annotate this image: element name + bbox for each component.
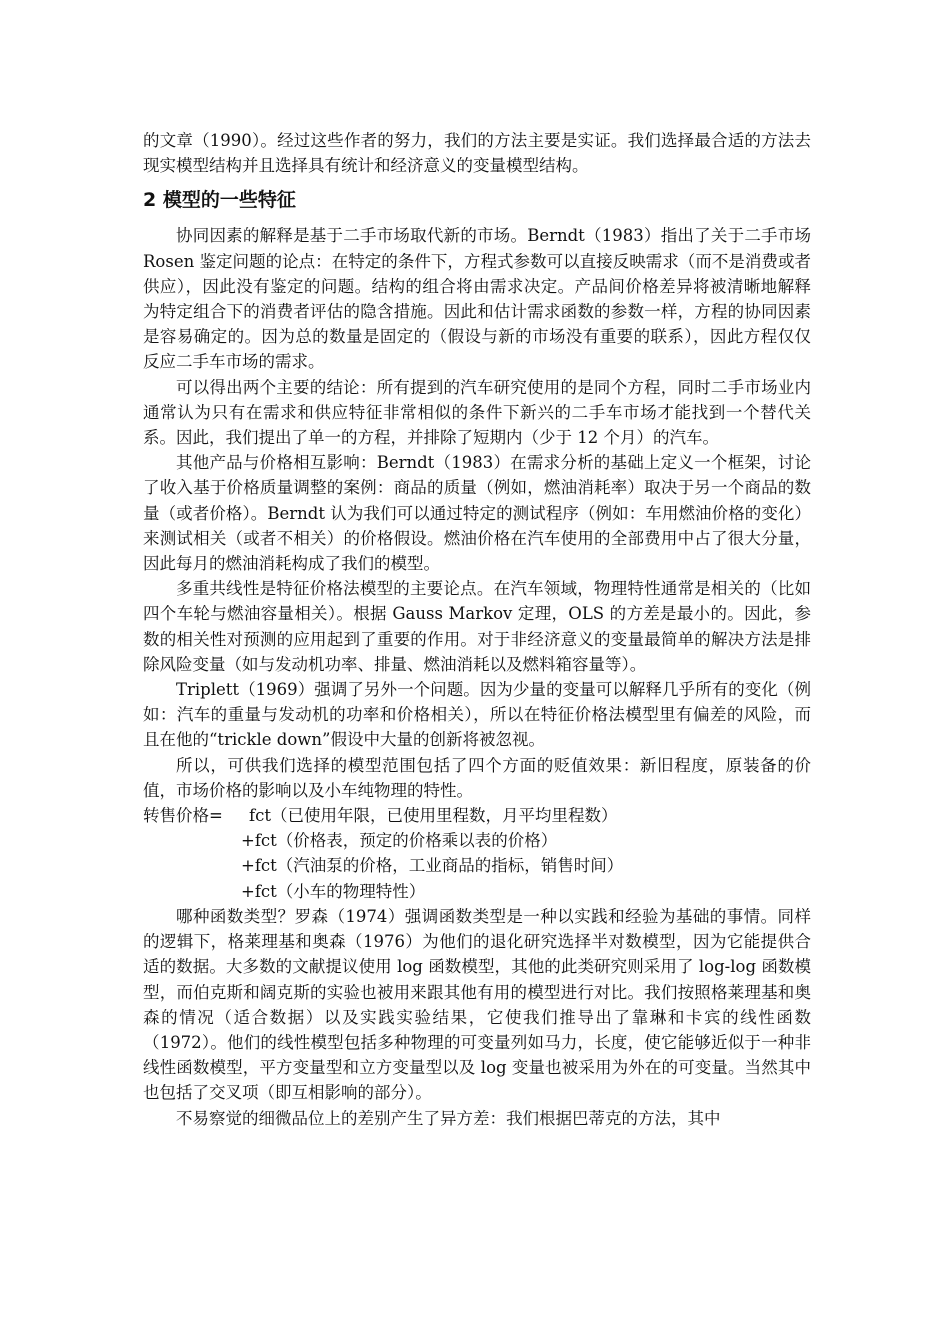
resale-price-formula — [143, 803, 811, 904]
formula-first-line — [143, 803, 811, 828]
formula-lhs: 转售价格= — [143, 806, 223, 826]
formula-line — [143, 879, 811, 904]
section-heading: 2 模型的一些特征 — [143, 189, 296, 212]
formula-term: fct（已使用年限，已使用里程数，月平均里程数） — [249, 806, 618, 826]
paragraph-conclusions: 可以得出两个主要的结论：所有提到的汽车研究使用的是同个方程，同时二手市场业内通常认为只有在需求和供应特征非常相似的条件下新兴的二手车市场才能找到一个替代关系。因此，我们提出了单一的方程，并排除了短期内（少于 12 个月）的汽车。 — [143, 377, 811, 448]
formula-line — [143, 853, 811, 878]
paragraph-heteroskedasticity: 不易察觉的细微品位上的差别产生了异方差：我们根据巴蒂克的方法，其中 — [176, 1108, 721, 1128]
intro-paragraph: 的文章（1990）。经过这些作者的努力，我们的方法主要是实证。我们选择最合适的方法去现实模型结构并且选择具有统计和经济意义的变量模型结构。 — [143, 131, 811, 176]
formula-line — [143, 828, 811, 853]
paragraph-berndt-demand: 协同因素的解释是基于二手市场取代新的市场。Berndt（1983）指出了关于二手市场 Rosen 鉴定问题的论点：在特定的条件下，方程式参数可以直接反映需求（而不是消费或者供应），因此没有鉴定的问题。结构的组合将由需求决定。产品间价格差异将被清晰地解释为特定组合下的消费者评估的隐含措施。因此和估计需求函数的参数一样，方程的协同因素是容易确定的。因为总的数量是固定的（假设与新的市场没有重要的联系），因此方程仅仅反应二手车市场的需求。 — [143, 226, 811, 372]
paragraph-function-type: 哪种函数类型？罗森（1974）强调函数类型是一种以实践和经验为基础的事情。同样的逻辑下，格莱理基和奥森（1976）为他们的退化研究选择半对数模型，因为它能提供合适的数据。大多数的文献提议使用 log 函数模型，其他的此类研究则采用了 log-log 函数模型，而伯克斯和阔克斯的实验也被用来跟其他有用的模型进行对比。我们按照格莱理基和奥森的情况（适合数据）以及实践实验结果，它使我们推导出了靠琳和卡宾的线性函数（1972）。他们的线性模型包括多种物理的可变量列如马力，长度，使它能够近似于一种非线性函数模型，平方变量型和立方变量型以及 log 变量也被采用为外在的可变量。当然其中也包括了交叉项（即互相影响的部分）。 — [143, 906, 811, 1103]
paragraph-model-scope: 所以，可供我们选择的模型范围包括了四个方面的贬值效果：新旧程度，原装备的价值，市场价格的影响以及小车纯物理的特性。 — [143, 755, 811, 800]
paragraph-triplett: Triplett（1969）强调了另外一个问题。因为少量的变量可以解释几乎所有的变化（例如：汽车的重量与发动机的功率和价格相关），所以在特征价格法模型里有偏差的风险，而且在他的“trickle down”假设中大量的创新将被忽视。 — [143, 680, 811, 750]
paragraph-price-interaction: 其他产品与价格相互影响：Berndt（1983）在需求分析的基础上定义一个框架，讨论了收入基于价格质量调整的案例：商品的质量（例如，燃油消耗率）取决于另一个商品的数量（或者价格）。Berndt 认为我们可以通过特定的测试程序（例如：车用燃油价格的变化）来测试相关（或者不相关）的价格假设。燃油价格在汽车使用的全部费用中占了很大分量，因此每月的燃油消耗构成了我们的模型。 — [143, 453, 811, 574]
formula-term: +fct（小车的物理特性） — [241, 881, 426, 901]
document-page — [143, 128, 811, 1131]
formula-term: +fct（价格表，预定的价格乘以表的价格） — [241, 831, 558, 851]
formula-term: +fct（汽油泵的价格，工业商品的指标，销售时间） — [241, 856, 624, 876]
paragraph-multicollinearity: 多重共线性是特征价格法模型的主要论点。在汽车领域，物理特性通常是相关的（比如四个车轮与燃油容量相关）。根据 Gauss Markov 定理，OLS 的方差是最小的。因此，参数的相关性对预测的应用起到了重要的作用。对于非经济意义的变量最简单的解决方法是排除风险变量（如与发动机功率、排量、燃油消耗以及燃料箱容量等）。 — [143, 579, 811, 674]
